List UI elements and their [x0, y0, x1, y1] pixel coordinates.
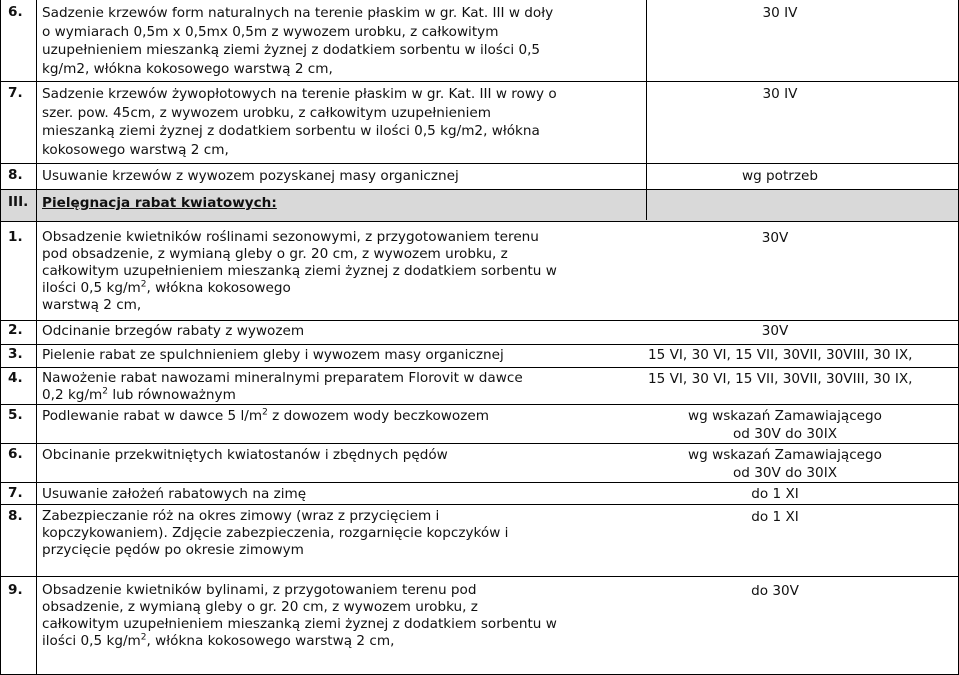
description-line: szer. pow. 45cm, z wywozem urobku, z całkowitym uzupełnieniem — [42, 104, 491, 121]
description-line: kopczykowaniem). Zdjęcie zabezpieczenia, rozgarnięcie kopczyków i — [42, 525, 509, 541]
row-term — [650, 446, 920, 482]
row-number: 6. — [8, 4, 23, 20]
row-term: 30V — [761, 230, 789, 246]
row-description — [42, 446, 642, 465]
row-description — [42, 407, 642, 426]
row-divider — [0, 189, 959, 190]
description-text: ilości 0,5 kg/m — [42, 280, 141, 296]
row-term: do 1 XI — [751, 486, 799, 502]
row-term: 30 IV — [762, 86, 798, 102]
superscript: 2 — [140, 279, 147, 290]
row-number: 1. — [8, 229, 23, 245]
description-line: mieszanką ziemi żyznej z dodatkiem sorbentu w ilości 0,5 kg/m2, włókna — [42, 123, 540, 139]
description-line: całkowitym uzupełnieniem mieszanką ziemi żyznej z dodatkiem sorbentu w — [42, 263, 557, 279]
row-divider — [0, 81, 959, 82]
row-term: wg potrzeb — [741, 168, 819, 184]
row-description — [42, 485, 642, 504]
row-number: 7. — [8, 85, 23, 101]
term-line: wg wskazań Zamawiającego — [688, 447, 882, 463]
description-line: Usuwanie krzewów z wywozem pozyskanej masy organicznej — [42, 168, 459, 184]
row-term: do 30V — [751, 583, 799, 599]
row-term: do 1 XI — [751, 509, 799, 525]
row-number: 9. — [8, 582, 23, 598]
description-line: pod obsadzenie, z wymianą gleby o gr. 20 cm, z wywozem urobku, z — [42, 246, 508, 262]
row-description — [42, 4, 642, 78]
row-term: 30V — [761, 323, 789, 339]
description-line: obsadzenie, z wymianą gleby o gr. 20 cm, z wywozem urobku, z — [42, 599, 478, 615]
description-line: Odcinanie brzegów rabaty z wywozem — [42, 323, 305, 339]
description-line: Nawożenie rabat nawozami mineralnymi preparatem Florovit w dawce — [42, 370, 523, 386]
row-term: 15 VI, 30 VI, 15 VII, 30VII, 30VIII, 30 IX, — [648, 371, 913, 387]
description-line: Obsadzenie kwietników roślinami sezonowymi, z przygotowaniem terenu — [42, 229, 539, 245]
row-description — [42, 508, 642, 559]
row-number: 3. — [8, 346, 23, 362]
description-line: Obcinanie przekwitniętych kwiatostanów i zbędnych pędów — [42, 447, 448, 463]
row-divider — [0, 504, 959, 505]
row-number: 6. — [8, 446, 23, 462]
row-term: 15 VI, 30 VI, 15 VII, 30VII, 30VIII, 30 IX, — [648, 347, 913, 363]
description-line: Obsadzenie kwietników bylinami, z przygotowaniem terenu pod — [42, 582, 477, 598]
description-line: całkowitym uzupełnieniem mieszanką ziemi żyznej z dodatkiem sorbentu w — [42, 616, 557, 632]
row-term — [650, 407, 920, 443]
description-line: o wymiarach 0,5m x 0,5mx 0,5m z wywozem urobku, z całkowitym — [42, 23, 499, 40]
row-description — [42, 85, 642, 159]
row-divider — [0, 367, 959, 368]
row-number: 8. — [8, 508, 23, 524]
section-number: III. — [8, 194, 29, 210]
superscript: 2 — [140, 632, 147, 643]
description-line — [42, 280, 642, 297]
section-title-wrap — [42, 194, 642, 213]
description-line: przycięcie pędów po okresie zimowym — [42, 542, 304, 558]
row-number: 2. — [8, 322, 23, 338]
row-divider — [0, 163, 959, 164]
description-line: warstwą 2 cm, — [42, 297, 142, 313]
description-line — [42, 387, 642, 404]
description-text: Podlewanie rabat w dawce 5 l/m — [42, 408, 263, 424]
description-text: ilości 0,5 kg/m — [42, 633, 141, 649]
row-divider — [0, 344, 959, 345]
description-line: kokosowego warstwą 2 cm, — [42, 141, 229, 158]
row-term: 30 IV — [762, 5, 798, 21]
term-line: od 30V do 30IX — [732, 426, 838, 442]
row-description — [42, 370, 642, 404]
row-number: 4. — [8, 370, 23, 386]
row-number: 5. — [8, 407, 23, 423]
row-divider — [0, 576, 959, 577]
term-line: od 30V do 30IX — [732, 465, 838, 481]
description-line: Sadzenie krzewów form naturalnych na terenie płaskim w gr. Kat. III w doły — [42, 5, 554, 21]
description-text: z dowozem wody beczkowozem — [267, 408, 489, 424]
term-line: wg wskazań Zamawiającego — [688, 408, 882, 424]
description-line — [42, 633, 642, 650]
description-line: Sadzenie krzewów żywopłotowych na terenie płaskim w gr. Kat. III w rowy o — [42, 86, 557, 102]
column-divider-term — [646, 0, 647, 220]
description-line — [42, 407, 642, 426]
row-divider — [0, 221, 959, 222]
description-line: kg/m2, włókna kokosowego warstwą 2 cm, — [42, 60, 333, 77]
description-text: 0,2 kg/m — [42, 387, 103, 403]
row-divider — [0, 404, 959, 405]
superscript: 2 — [262, 407, 268, 418]
row-divider — [0, 320, 959, 321]
description-text: , włókna kokosowego warstwą 2 cm, — [146, 633, 395, 649]
table-border-left — [0, 0, 1, 675]
description-line: Zabezpieczanie róż na okres zimowy (wraz z przycięciem i — [42, 508, 440, 524]
description-text: , włókna kokosowego — [146, 280, 291, 296]
row-number: 7. — [8, 485, 23, 501]
superscript: 2 — [102, 386, 108, 397]
row-divider — [0, 443, 959, 444]
section-title: Pielęgnacja rabat kwiatowych: — [42, 195, 277, 211]
description-text: lub równoważnym — [108, 387, 236, 403]
description-line: Pielenie rabat ze spulchnieniem gleby i wywozem masy organicznej — [42, 347, 504, 363]
row-description — [42, 167, 642, 186]
row-number: 8. — [8, 167, 23, 183]
column-divider-number — [36, 0, 37, 675]
row-divider — [0, 482, 959, 483]
row-description — [42, 346, 642, 365]
description-line: uzupełnieniem mieszanką ziemi żyznej z dodatkiem sorbentu w ilości 0,5 — [42, 42, 541, 58]
row-description — [42, 582, 642, 650]
row-description — [42, 229, 642, 314]
description-line: Usuwanie założeń rabatowych na zimę — [42, 486, 307, 502]
row-description — [42, 322, 642, 341]
